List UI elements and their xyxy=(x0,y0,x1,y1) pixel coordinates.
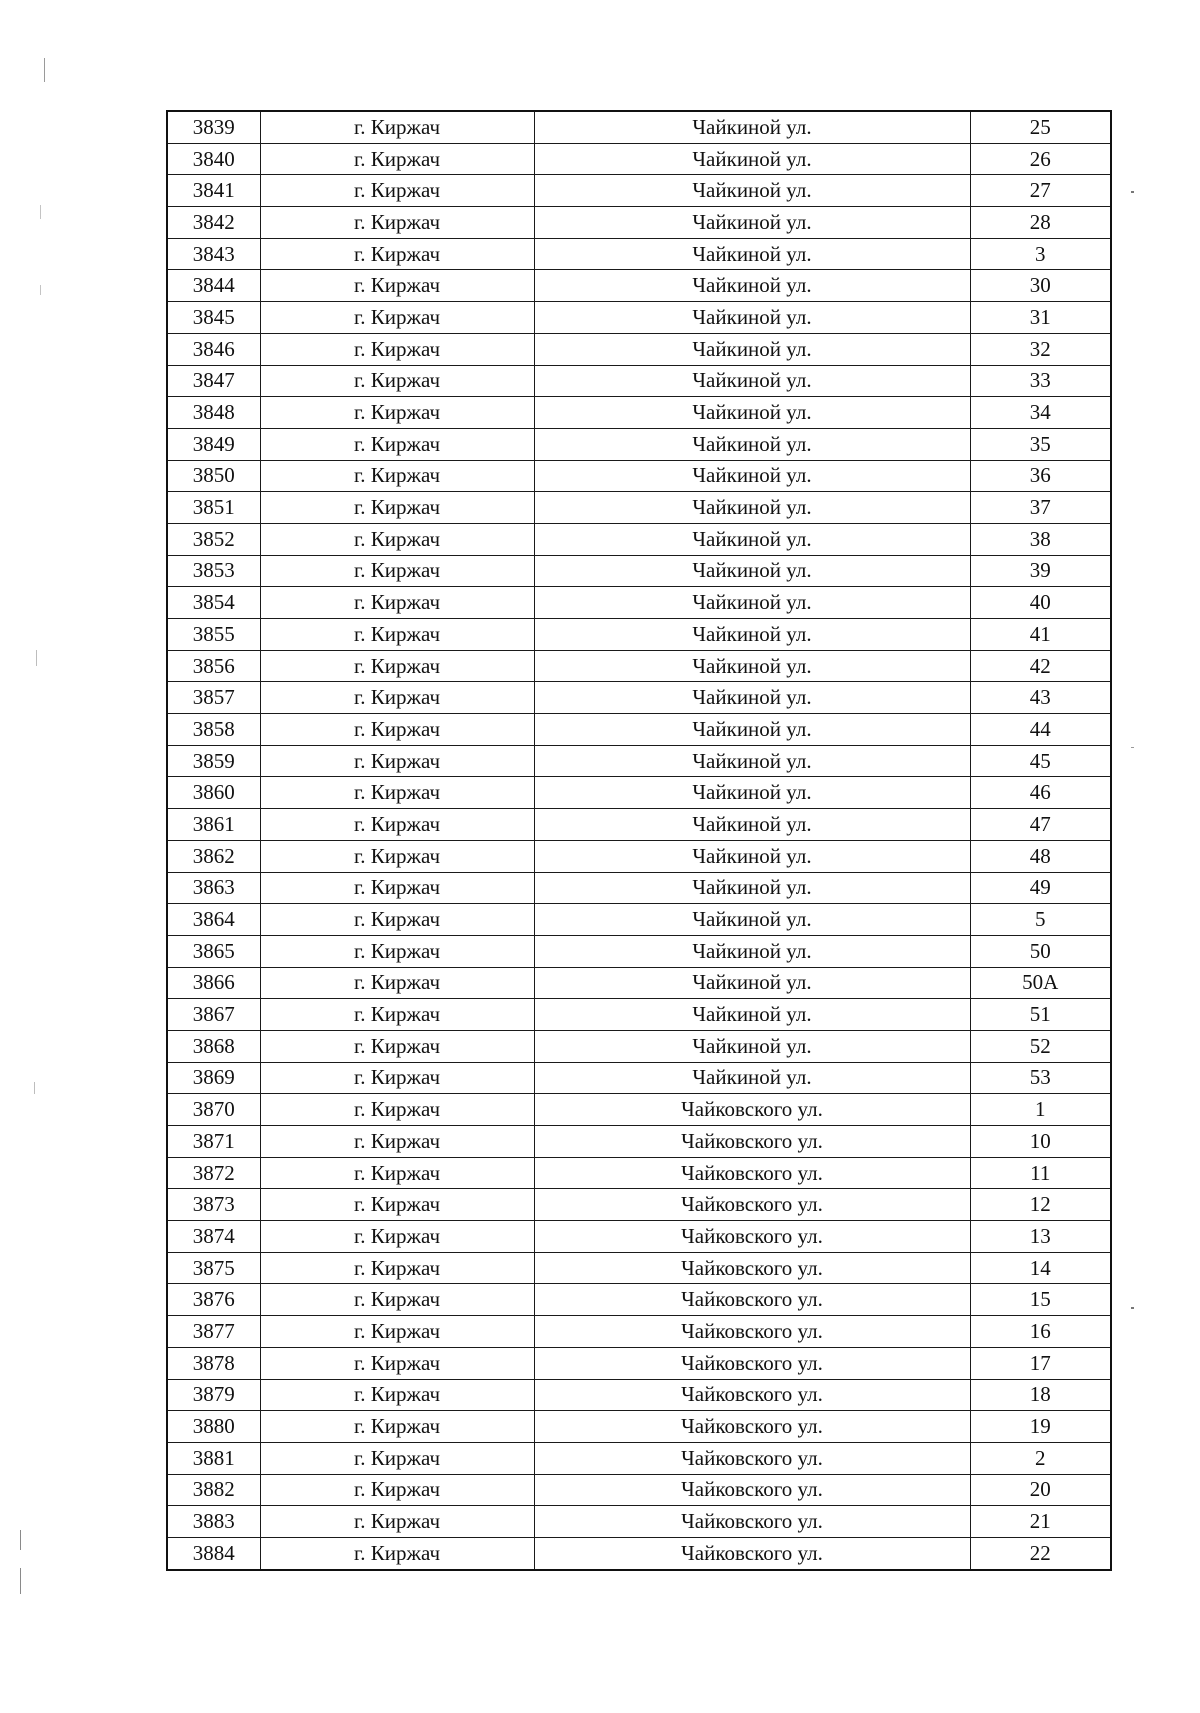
street-cell: Чайкиной ул. xyxy=(534,967,970,999)
house-number-cell: 11 xyxy=(970,1157,1111,1189)
table-row xyxy=(167,523,1111,555)
record-number-cell: 3847 xyxy=(167,365,260,397)
record-number-cell: 3850 xyxy=(167,460,260,492)
scan-artifact xyxy=(20,1568,21,1594)
street-cell: Чайкиной ул. xyxy=(534,175,970,207)
house-number-cell: 10 xyxy=(970,1126,1111,1158)
table-row xyxy=(167,935,1111,967)
record-number-cell: 3874 xyxy=(167,1221,260,1253)
table-row xyxy=(167,492,1111,524)
table-row xyxy=(167,619,1111,651)
street-cell: Чайкиной ул. xyxy=(534,365,970,397)
city-cell: г. Киржач xyxy=(260,428,534,460)
house-number-cell: 20 xyxy=(970,1474,1111,1506)
table-row xyxy=(167,1221,1111,1253)
record-number-cell: 3867 xyxy=(167,999,260,1031)
street-cell: Чайкиной ул. xyxy=(534,1062,970,1094)
street-cell: Чайковского ул. xyxy=(534,1506,970,1538)
street-cell: Чайкиной ул. xyxy=(534,523,970,555)
city-cell: г. Киржач xyxy=(260,270,534,302)
record-number-cell: 3871 xyxy=(167,1126,260,1158)
city-cell: г. Киржач xyxy=(260,1252,534,1284)
record-number-cell: 3862 xyxy=(167,840,260,872)
table-row xyxy=(167,238,1111,270)
city-cell: г. Киржач xyxy=(260,1347,534,1379)
city-cell: г. Киржач xyxy=(260,333,534,365)
house-number-cell: 2 xyxy=(970,1442,1111,1474)
city-cell: г. Киржач xyxy=(260,555,534,587)
table-row xyxy=(167,1284,1111,1316)
record-number-cell: 3853 xyxy=(167,555,260,587)
record-number-cell: 3854 xyxy=(167,587,260,619)
record-number-cell: 3845 xyxy=(167,302,260,334)
house-number-cell: 14 xyxy=(970,1252,1111,1284)
record-number-cell: 3869 xyxy=(167,1062,260,1094)
record-number-cell: 3873 xyxy=(167,1189,260,1221)
scan-artifact xyxy=(44,58,45,82)
record-number-cell: 3856 xyxy=(167,650,260,682)
street-cell: Чайкиной ул. xyxy=(534,333,970,365)
scan-artifact xyxy=(36,650,37,666)
house-number-cell: 19 xyxy=(970,1411,1111,1443)
city-cell: г. Киржач xyxy=(260,1221,534,1253)
city-cell: г. Киржач xyxy=(260,682,534,714)
street-cell: Чайковского ул. xyxy=(534,1379,970,1411)
city-cell: г. Киржач xyxy=(260,809,534,841)
scan-artifact xyxy=(1131,1307,1134,1309)
table-row xyxy=(167,872,1111,904)
table-row xyxy=(167,143,1111,175)
record-number-cell: 3846 xyxy=(167,333,260,365)
street-cell: Чайкиной ул. xyxy=(534,460,970,492)
city-cell: г. Киржач xyxy=(260,365,534,397)
city-cell: г. Киржач xyxy=(260,397,534,429)
city-cell: г. Киржач xyxy=(260,935,534,967)
table-row xyxy=(167,777,1111,809)
city-cell: г. Киржач xyxy=(260,777,534,809)
table-row xyxy=(167,1411,1111,1443)
house-number-cell: 5 xyxy=(970,904,1111,936)
record-number-cell: 3880 xyxy=(167,1411,260,1443)
table-row xyxy=(167,111,1111,143)
street-cell: Чайковского ул. xyxy=(534,1221,970,1253)
city-cell: г. Киржач xyxy=(260,1411,534,1443)
city-cell: г. Киржач xyxy=(260,745,534,777)
house-number-cell: 27 xyxy=(970,175,1111,207)
record-number-cell: 3839 xyxy=(167,111,260,143)
scan-artifact xyxy=(40,285,41,295)
city-cell: г. Киржач xyxy=(260,207,534,239)
house-number-cell: 53 xyxy=(970,1062,1111,1094)
house-number-cell: 46 xyxy=(970,777,1111,809)
city-cell: г. Киржач xyxy=(260,904,534,936)
street-cell: Чайкиной ул. xyxy=(534,809,970,841)
city-cell: г. Киржач xyxy=(260,999,534,1031)
house-number-cell: 21 xyxy=(970,1506,1111,1538)
scan-artifact xyxy=(1131,191,1134,193)
street-cell: Чайкиной ул. xyxy=(534,270,970,302)
record-number-cell: 3865 xyxy=(167,935,260,967)
record-number-cell: 3840 xyxy=(167,143,260,175)
street-cell: Чайковского ул. xyxy=(534,1189,970,1221)
record-number-cell: 3843 xyxy=(167,238,260,270)
table-row xyxy=(167,1252,1111,1284)
city-cell: г. Киржач xyxy=(260,523,534,555)
table-row xyxy=(167,397,1111,429)
table-row xyxy=(167,1347,1111,1379)
city-cell: г. Киржач xyxy=(260,1189,534,1221)
house-number-cell: 3 xyxy=(970,238,1111,270)
street-cell: Чайковского ул. xyxy=(534,1411,970,1443)
table-row xyxy=(167,1379,1111,1411)
table-row xyxy=(167,207,1111,239)
city-cell: г. Киржач xyxy=(260,1474,534,1506)
table-row xyxy=(167,650,1111,682)
house-number-cell: 1 xyxy=(970,1094,1111,1126)
record-number-cell: 3861 xyxy=(167,809,260,841)
house-number-cell: 45 xyxy=(970,745,1111,777)
house-number-cell: 42 xyxy=(970,650,1111,682)
house-number-cell: 52 xyxy=(970,1030,1111,1062)
record-number-cell: 3851 xyxy=(167,492,260,524)
table-row xyxy=(167,999,1111,1031)
record-number-cell: 3842 xyxy=(167,207,260,239)
house-number-cell: 18 xyxy=(970,1379,1111,1411)
house-number-cell: 33 xyxy=(970,365,1111,397)
street-cell: Чайкиной ул. xyxy=(534,397,970,429)
street-cell: Чайковского ул. xyxy=(534,1347,970,1379)
street-cell: Чайкиной ул. xyxy=(534,492,970,524)
street-cell: Чайкиной ул. xyxy=(534,111,970,143)
table-row xyxy=(167,714,1111,746)
record-number-cell: 3855 xyxy=(167,619,260,651)
table-row xyxy=(167,175,1111,207)
street-cell: Чайкиной ул. xyxy=(534,302,970,334)
city-cell: г. Киржач xyxy=(260,1379,534,1411)
table-row xyxy=(167,333,1111,365)
table-row xyxy=(167,1537,1111,1569)
house-number-cell: 35 xyxy=(970,428,1111,460)
street-cell: Чайковского ул. xyxy=(534,1157,970,1189)
street-cell: Чайкиной ул. xyxy=(534,207,970,239)
city-cell: г. Киржач xyxy=(260,143,534,175)
house-number-cell: 47 xyxy=(970,809,1111,841)
table-row xyxy=(167,555,1111,587)
house-number-cell: 51 xyxy=(970,999,1111,1031)
table-row xyxy=(167,1506,1111,1538)
record-number-cell: 3877 xyxy=(167,1316,260,1348)
house-number-cell: 41 xyxy=(970,619,1111,651)
table-row xyxy=(167,1126,1111,1158)
house-number-cell: 13 xyxy=(970,1221,1111,1253)
city-cell: г. Киржач xyxy=(260,1442,534,1474)
record-number-cell: 3848 xyxy=(167,397,260,429)
record-number-cell: 3878 xyxy=(167,1347,260,1379)
house-number-cell: 44 xyxy=(970,714,1111,746)
house-number-cell: 48 xyxy=(970,840,1111,872)
city-cell: г. Киржач xyxy=(260,238,534,270)
city-cell: г. Киржач xyxy=(260,1506,534,1538)
street-cell: Чайкиной ул. xyxy=(534,555,970,587)
city-cell: г. Киржач xyxy=(260,840,534,872)
table-row xyxy=(167,587,1111,619)
street-cell: Чайковского ул. xyxy=(534,1537,970,1569)
city-cell: г. Киржач xyxy=(260,872,534,904)
house-number-cell: 25 xyxy=(970,111,1111,143)
record-number-cell: 3883 xyxy=(167,1506,260,1538)
street-cell: Чайкиной ул. xyxy=(534,587,970,619)
street-cell: Чайкиной ул. xyxy=(534,935,970,967)
city-cell: г. Киржач xyxy=(260,492,534,524)
record-number-cell: 3872 xyxy=(167,1157,260,1189)
house-number-cell: 30 xyxy=(970,270,1111,302)
street-cell: Чайкиной ул. xyxy=(534,682,970,714)
table-row xyxy=(167,840,1111,872)
city-cell: г. Киржач xyxy=(260,1126,534,1158)
record-number-cell: 3863 xyxy=(167,872,260,904)
table-row xyxy=(167,460,1111,492)
house-number-cell: 32 xyxy=(970,333,1111,365)
city-cell: г. Киржач xyxy=(260,1094,534,1126)
street-cell: Чайковского ул. xyxy=(534,1474,970,1506)
city-cell: г. Киржач xyxy=(260,587,534,619)
record-number-cell: 3870 xyxy=(167,1094,260,1126)
street-cell: Чайкиной ул. xyxy=(534,619,970,651)
street-cell: Чайкиной ул. xyxy=(534,428,970,460)
record-number-cell: 3876 xyxy=(167,1284,260,1316)
street-cell: Чайкиной ул. xyxy=(534,999,970,1031)
city-cell: г. Киржач xyxy=(260,111,534,143)
table-row xyxy=(167,967,1111,999)
city-cell: г. Киржач xyxy=(260,1062,534,1094)
house-number-cell: 39 xyxy=(970,555,1111,587)
city-cell: г. Киржач xyxy=(260,1537,534,1569)
record-number-cell: 3864 xyxy=(167,904,260,936)
house-number-cell: 17 xyxy=(970,1347,1111,1379)
house-number-cell: 36 xyxy=(970,460,1111,492)
record-number-cell: 3866 xyxy=(167,967,260,999)
street-cell: Чайкиной ул. xyxy=(534,1030,970,1062)
record-number-cell: 3859 xyxy=(167,745,260,777)
house-number-cell: 26 xyxy=(970,143,1111,175)
street-cell: Чайкиной ул. xyxy=(534,904,970,936)
table-row xyxy=(167,1442,1111,1474)
table-row xyxy=(167,1030,1111,1062)
city-cell: г. Киржач xyxy=(260,714,534,746)
house-number-cell: 28 xyxy=(970,207,1111,239)
record-number-cell: 3852 xyxy=(167,523,260,555)
street-cell: Чайкиной ул. xyxy=(534,238,970,270)
table-row xyxy=(167,809,1111,841)
city-cell: г. Киржач xyxy=(260,1316,534,1348)
scan-artifact xyxy=(34,1082,35,1094)
table-row xyxy=(167,745,1111,777)
scan-artifact xyxy=(20,1530,21,1550)
house-number-cell: 15 xyxy=(970,1284,1111,1316)
address-table-body xyxy=(167,111,1111,1570)
record-number-cell: 3844 xyxy=(167,270,260,302)
table-row xyxy=(167,904,1111,936)
street-cell: Чайкиной ул. xyxy=(534,745,970,777)
city-cell: г. Киржач xyxy=(260,967,534,999)
city-cell: г. Киржач xyxy=(260,175,534,207)
house-number-cell: 43 xyxy=(970,682,1111,714)
house-number-cell: 12 xyxy=(970,1189,1111,1221)
table-row xyxy=(167,1474,1111,1506)
table-row xyxy=(167,302,1111,334)
table-row xyxy=(167,1157,1111,1189)
address-table xyxy=(166,110,1112,1571)
street-cell: Чайковского ул. xyxy=(534,1284,970,1316)
record-number-cell: 3881 xyxy=(167,1442,260,1474)
street-cell: Чайковского ул. xyxy=(534,1094,970,1126)
record-number-cell: 3884 xyxy=(167,1537,260,1569)
city-cell: г. Киржач xyxy=(260,650,534,682)
scan-artifact xyxy=(40,205,41,219)
table-row xyxy=(167,270,1111,302)
record-number-cell: 3860 xyxy=(167,777,260,809)
house-number-cell: 34 xyxy=(970,397,1111,429)
table-row xyxy=(167,1062,1111,1094)
record-number-cell: 3858 xyxy=(167,714,260,746)
table-row xyxy=(167,682,1111,714)
street-cell: Чайкиной ул. xyxy=(534,650,970,682)
table-row xyxy=(167,1316,1111,1348)
scan-artifact xyxy=(1131,747,1134,748)
street-cell: Чайкиной ул. xyxy=(534,840,970,872)
street-cell: Чайкиной ул. xyxy=(534,143,970,175)
house-number-cell: 37 xyxy=(970,492,1111,524)
street-cell: Чайковского ул. xyxy=(534,1442,970,1474)
street-cell: Чайкиной ул. xyxy=(534,872,970,904)
record-number-cell: 3882 xyxy=(167,1474,260,1506)
house-number-cell: 49 xyxy=(970,872,1111,904)
record-number-cell: 3841 xyxy=(167,175,260,207)
city-cell: г. Киржач xyxy=(260,619,534,651)
city-cell: г. Киржач xyxy=(260,302,534,334)
street-cell: Чайковского ул. xyxy=(534,1316,970,1348)
city-cell: г. Киржач xyxy=(260,1157,534,1189)
record-number-cell: 3868 xyxy=(167,1030,260,1062)
record-number-cell: 3875 xyxy=(167,1252,260,1284)
city-cell: г. Киржач xyxy=(260,1030,534,1062)
record-number-cell: 3857 xyxy=(167,682,260,714)
city-cell: г. Киржач xyxy=(260,1284,534,1316)
table-row xyxy=(167,365,1111,397)
street-cell: Чайкиной ул. xyxy=(534,714,970,746)
house-number-cell: 50А xyxy=(970,967,1111,999)
house-number-cell: 31 xyxy=(970,302,1111,334)
house-number-cell: 40 xyxy=(970,587,1111,619)
street-cell: Чайковского ул. xyxy=(534,1126,970,1158)
house-number-cell: 16 xyxy=(970,1316,1111,1348)
street-cell: Чайковского ул. xyxy=(534,1252,970,1284)
street-cell: Чайкиной ул. xyxy=(534,777,970,809)
house-number-cell: 50 xyxy=(970,935,1111,967)
record-number-cell: 3879 xyxy=(167,1379,260,1411)
record-number-cell: 3849 xyxy=(167,428,260,460)
house-number-cell: 22 xyxy=(970,1537,1111,1569)
city-cell: г. Киржач xyxy=(260,460,534,492)
table-row xyxy=(167,1094,1111,1126)
table-row xyxy=(167,1189,1111,1221)
table-row xyxy=(167,428,1111,460)
house-number-cell: 38 xyxy=(970,523,1111,555)
